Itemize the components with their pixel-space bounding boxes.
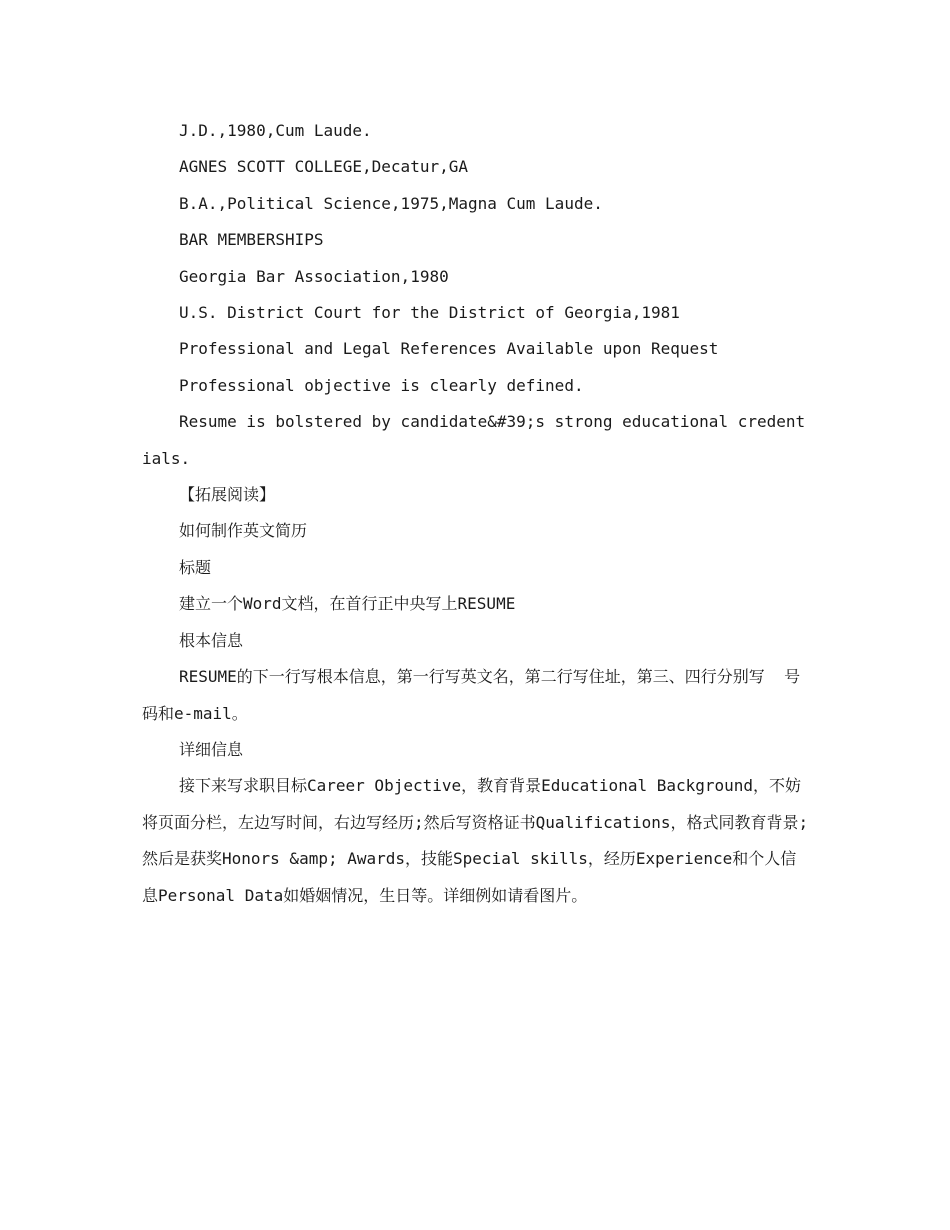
paragraph-degree-jd: J.D.,1980,Cum Laude. bbox=[179, 121, 372, 140]
paragraph-georgia-bar: Georgia Bar Association,1980 bbox=[179, 266, 449, 286]
paragraph-credentials-note: Resume is bolstered by candidate&#39;s strong educational credentials. bbox=[142, 412, 806, 468]
paragraph-details-heading: 详细信息 bbox=[179, 739, 244, 759]
paragraph-title-heading: 标题 bbox=[179, 557, 212, 577]
paragraph-references: Professional and Legal References Available upon Request bbox=[179, 339, 719, 359]
paragraph-how-to-title: 如何制作英文简历 bbox=[179, 521, 308, 541]
paragraph-objective-note: Professional objective is clearly defined. bbox=[179, 375, 584, 395]
paragraph-college: AGNES SCOTT COLLEGE,Decatur,GA bbox=[179, 157, 468, 177]
paragraph-details-body: 接下来写求职目标Career Objective，教育背景Educational Background，不妨将页面分栏，左边写时间，右边写经历;然后写资格证书Qualifications，格式同教育背景;然后是获奖Honors &amp; Awards，技能Special skills，经历Experience和个人信息Personal Data如婚姻情况，生日等。详细例如请看图片。 bbox=[142, 776, 809, 905]
paragraph-basic-info-heading: 根本信息 bbox=[179, 630, 244, 650]
paragraph-title-body: 建立一个Word文档，在首行正中央写上RESUME bbox=[179, 594, 516, 614]
paragraph-bar-memberships-heading: BAR MEMBERSHIPS bbox=[179, 230, 324, 250]
paragraph-degree-ba: B.A.,Political Science,1975,Magna Cum Laude. bbox=[179, 193, 603, 213]
paragraph-district-court: U.S. District Court for the District of Georgia,1981 bbox=[179, 303, 680, 323]
paragraph-extended-reading: 【拓展阅读】 bbox=[179, 485, 276, 505]
paragraph-basic-info-body: RESUME的下一行写根本信息，第一行写英文名，第二行写住址，第三、四行分别写 号码和e-mail。 bbox=[142, 667, 801, 723]
document-body bbox=[142, 113, 810, 914]
